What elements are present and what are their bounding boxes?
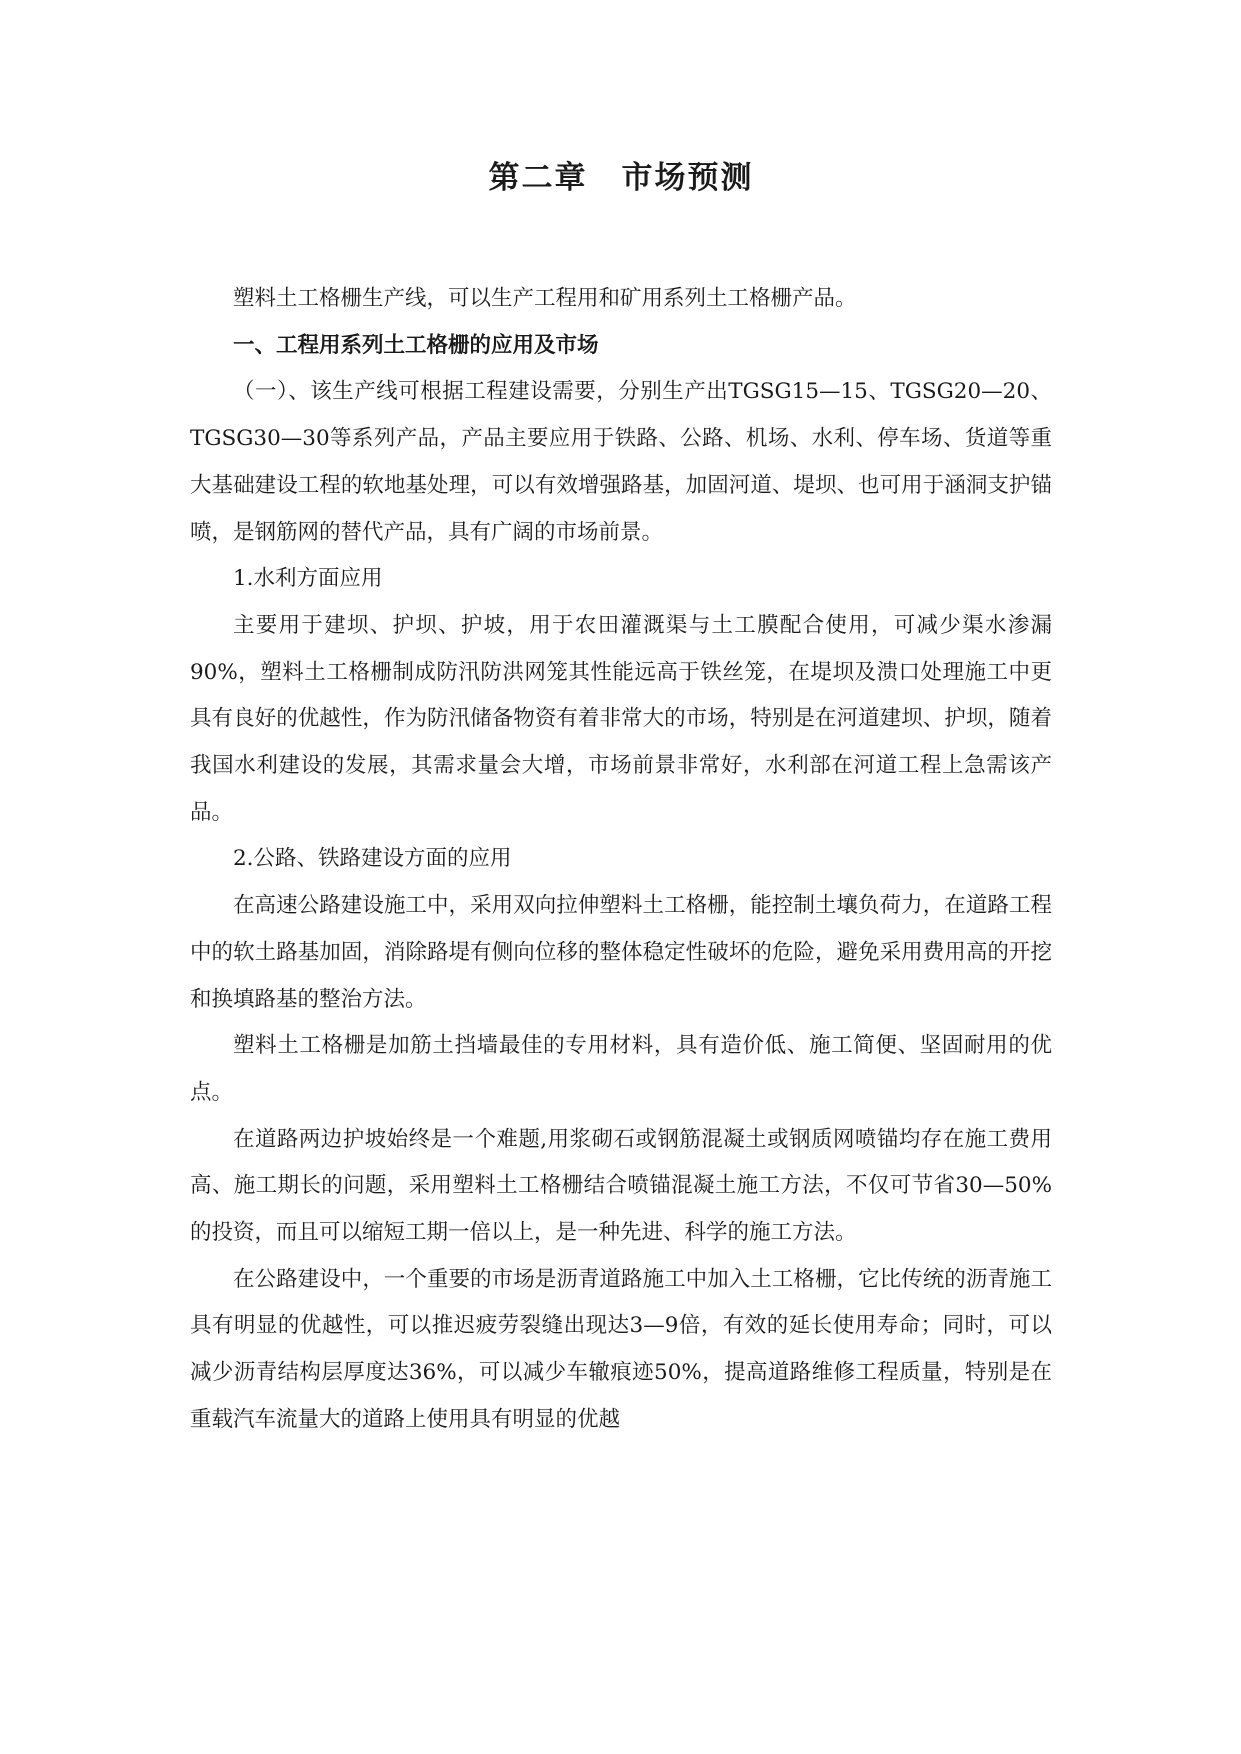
water-paragraph: 主要用于建坝、护坝、护坡，用于农田灌溉渠与土工膜配合使用，可减少渠水渗漏90%，塑料土工格栅制成防汛防洪网笼其性能远高于铁丝笼，在堤坝及溃口处理施工中更具有良好的优越性，作为防汛储备物资有着非常大的市场，特别是在河道建坝、护坝，随着我国水利建设的发展，其需求量会大增，市场前景非常好，水利部在河道工程上急需该产品。 xyxy=(190,612,1052,825)
section-heading: 一、工程用系列土工格栅的应用及市场 xyxy=(233,332,599,358)
item-heading-water: 1.水利方面应用 xyxy=(233,566,383,592)
document-body xyxy=(190,276,1052,1444)
intro-paragraph: 塑料土工格栅生产线，可以生产工程用和矿用系列土工格栅产品。 xyxy=(233,286,857,311)
subsection-paragraph: （一）、该生产线可根据工程建设需要，分别生产出TGSG15—15、TGSG20—20、TGSG30—30等系列产品，产品主要应用于铁路、公路、机场、水利、停车场、货道等重大基础建设工程的软地基处理，可以有效增强路基，加固河道、堤坝、也可用于涵洞支护锚喷，是钢筋网的替代产品，具有广阔的市场前景。 xyxy=(190,379,1052,545)
chapter-title xyxy=(190,158,1052,198)
road-paragraph-4: 在公路建设中，一个重要的市场是沥青道路施工中加入土工格栅，它比传统的沥青施工具有明显的优越性，可以推迟疲劳裂缝出现达3—9倍，有效的延长使用寿命；同时，可以减少沥青结构层厚度达36%，可以减少车辙痕迹50%，提高道路维修工程质量，特别是在重载汽车流量大的道路上使用具有明显的优越 xyxy=(190,1266,1052,1432)
chapter-name: 市场预测 xyxy=(621,160,754,196)
road-paragraph-1: 在高速公路建设施工中，采用双向拉伸塑料土工格栅，能控制土壤负荷力，在道路工程中的软土路基加固，消除路堤有侧向位移的整体稳定性破坏的危险，避免采用费用高的开挖和换填路基的整治方法。 xyxy=(190,893,1052,1012)
road-paragraph-3: 在道路两边护坡始终是一个难题,用浆砌石或钢筋混凝土或钢质网喷锚均存在施工费用高、施工期长的问题，采用塑料土工格栅结合喷锚混凝土施工方法，不仅可节省30—50%的投资，而且可以缩短工期一倍以上，是一种先进、科学的施工方法。 xyxy=(190,1126,1052,1246)
item-heading-road: 2.公路、铁路建设方面的应用 xyxy=(233,846,512,872)
road-paragraph-2: 塑料土工格栅是加筋土挡墙最佳的专用材料，具有造价低、施工简便、坚固耐用的优点。 xyxy=(190,1033,1052,1105)
chapter-number: 第二章 xyxy=(488,160,588,196)
